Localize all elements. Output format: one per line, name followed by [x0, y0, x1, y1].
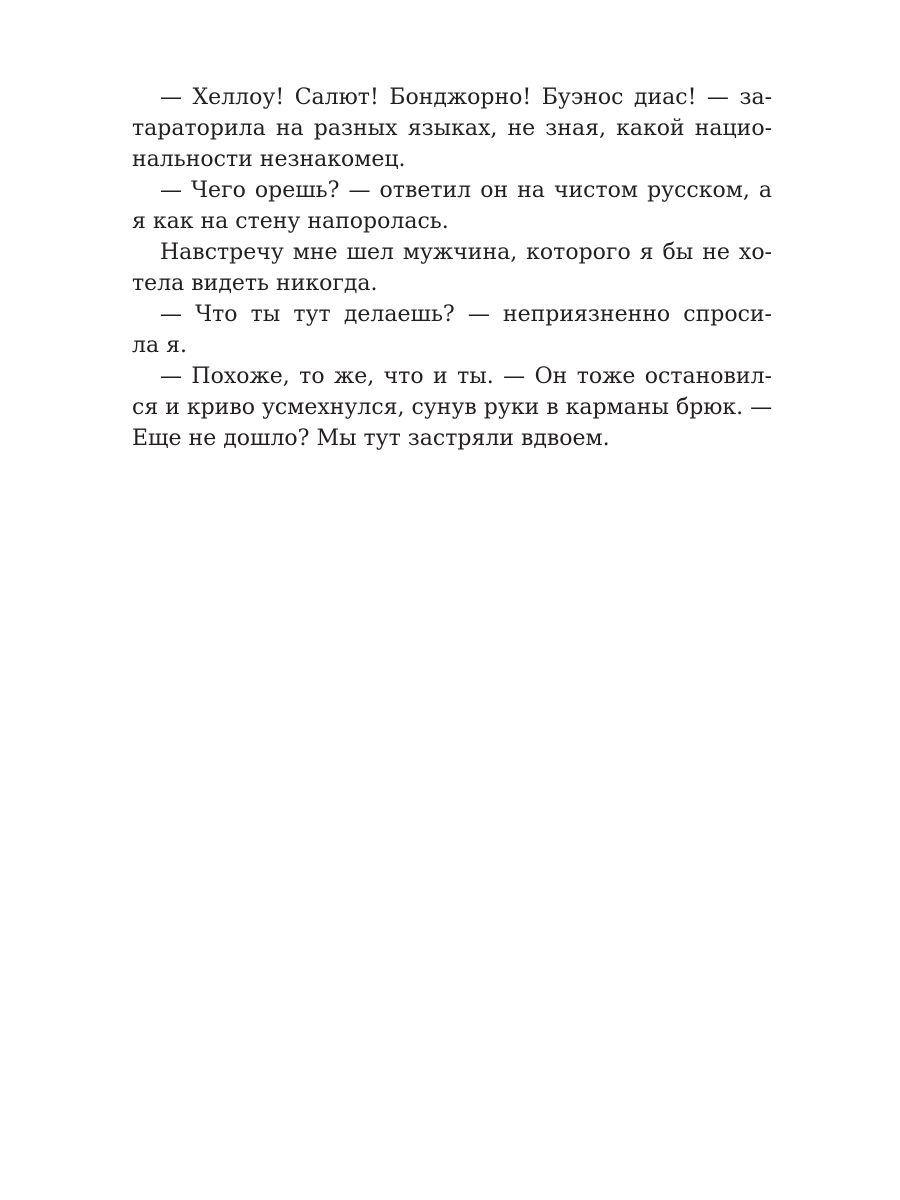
- paragraph-5: [132, 361, 772, 454]
- text-line: — Что ты тут делаешь? — неприязненно спроси-: [160, 302, 772, 327]
- body-text: [132, 82, 772, 454]
- text-line: — Чего орешь? — ответил он на чистом русском, а: [160, 178, 772, 203]
- text-line: нальности незнакомец.: [132, 147, 406, 172]
- text-line: — Хеллоу! Салют! Бонджорно! Буэнос диас! — за-: [160, 85, 772, 110]
- text-line: я как на стену напоролась.: [132, 209, 449, 234]
- paragraph-2: [132, 175, 772, 237]
- paragraph-4: [132, 299, 772, 361]
- text-line: ла я.: [132, 333, 187, 358]
- text-line: тараторила на разных языках, не зная, какой нацио-: [132, 116, 772, 141]
- text-line: Навстречу мне шел мужчина, которого я бы не хо-: [160, 240, 772, 265]
- paragraph-1: [132, 82, 772, 175]
- text-line: тела видеть никогда.: [132, 271, 378, 296]
- text-line: ся и криво усмехнулся, сунув руки в карманы брюк. —: [132, 395, 773, 420]
- text-line: Еще не дошло? Мы тут застряли вдвоем.: [132, 426, 610, 451]
- paragraph-3: [132, 237, 772, 299]
- text-line: — Похоже, то же, что и ты. — Он тоже остановил-: [160, 364, 772, 389]
